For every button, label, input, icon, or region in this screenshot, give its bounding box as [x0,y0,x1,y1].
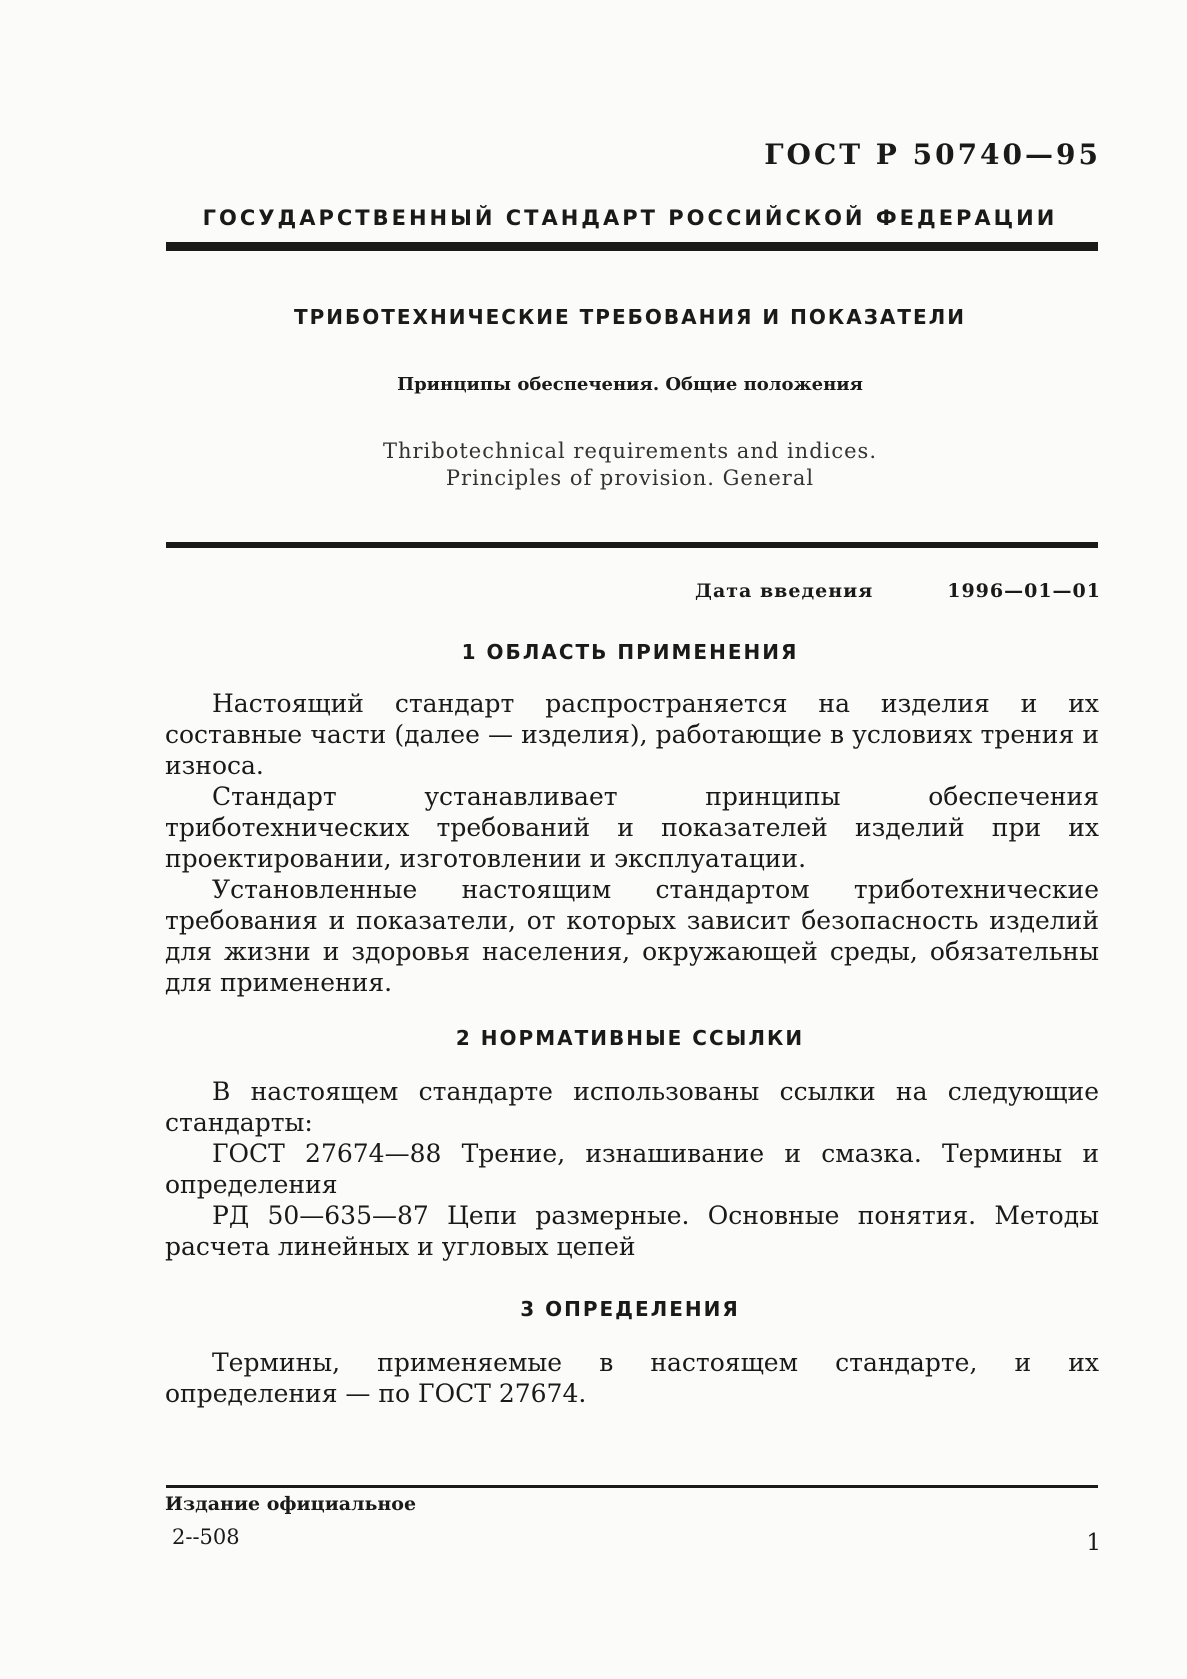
section-3-title: 3 ОПРЕДЕЛЕНИЯ [520,1297,740,1321]
footer-divider [166,1485,1098,1488]
section-2-body [165,1076,1099,1262]
title-divider [166,542,1098,548]
section-1-paragraph: Настоящий стандарт распространяется на изделия и их составные части (далее — изделия), работающие в условиях трения и износа. [165,689,1099,780]
print-code: 2--508 [172,1525,240,1549]
section-3-body [165,1347,1099,1409]
document-title: ТРИБОТЕХНИЧЕСКИЕ ТРЕБОВАНИЯ И ПОКАЗАТЕЛИ [293,305,967,329]
english-title-line-2: Principles of provision. General [445,466,815,490]
section-3-paragraph: Термины, применяемые в настоящем стандарте, и их определения — по ГОСТ 27674. [165,1348,1099,1408]
gost-code: ГОСТ Р 50740—95 [764,138,1101,171]
document-subtitle: Принципы обеспечения. Общие положения [397,374,863,395]
introduction-date-label: Дата введения [695,580,874,602]
english-title-line-1: Thribotechnical requirements and indices. [382,439,878,463]
section-2-paragraph: В настоящем стандарте использованы ссылки на следующие стандарты: [165,1077,1099,1137]
edition-label: Издание официальное [165,1493,417,1515]
state-standard-heading: ГОСУДАРСТВЕННЫЙ СТАНДАРТ РОССИЙСКОЙ ФЕДЕРАЦИИ [202,206,1058,230]
section-1-title: 1 ОБЛАСТЬ ПРИМЕНЕНИЯ [461,640,799,664]
section-2-paragraph: РД 50—635—87 Цепи размерные. Основные понятия. Методы расчета линейных и угловых цепей [165,1201,1099,1261]
introduction-date-value: 1996—01—01 [947,580,1101,602]
top-divider [166,242,1098,251]
section-2-paragraph: ГОСТ 27674—88 Трение, изнашивание и смазка. Термины и определения [165,1139,1099,1199]
section-1-paragraph: Установленные настоящим стандартом триботехнические требования и показатели, от которых зависит безопасность изделий для жизни и здоровья населения, окружающей среды, обязательны для применения. [165,875,1099,997]
section-2-title: 2 НОРМАТИВНЫЕ ССЫЛКИ [455,1026,805,1050]
section-1-body [165,688,1099,998]
section-1-paragraph: Стандарт устанавливает принципы обеспечения триботехнических требований и показателей изделий при их проектировании, изготовлении и эксплуатации. [165,782,1099,873]
page-number: 1 [1086,1530,1101,1556]
introduction-date [695,580,1101,602]
english-title [160,438,1100,492]
